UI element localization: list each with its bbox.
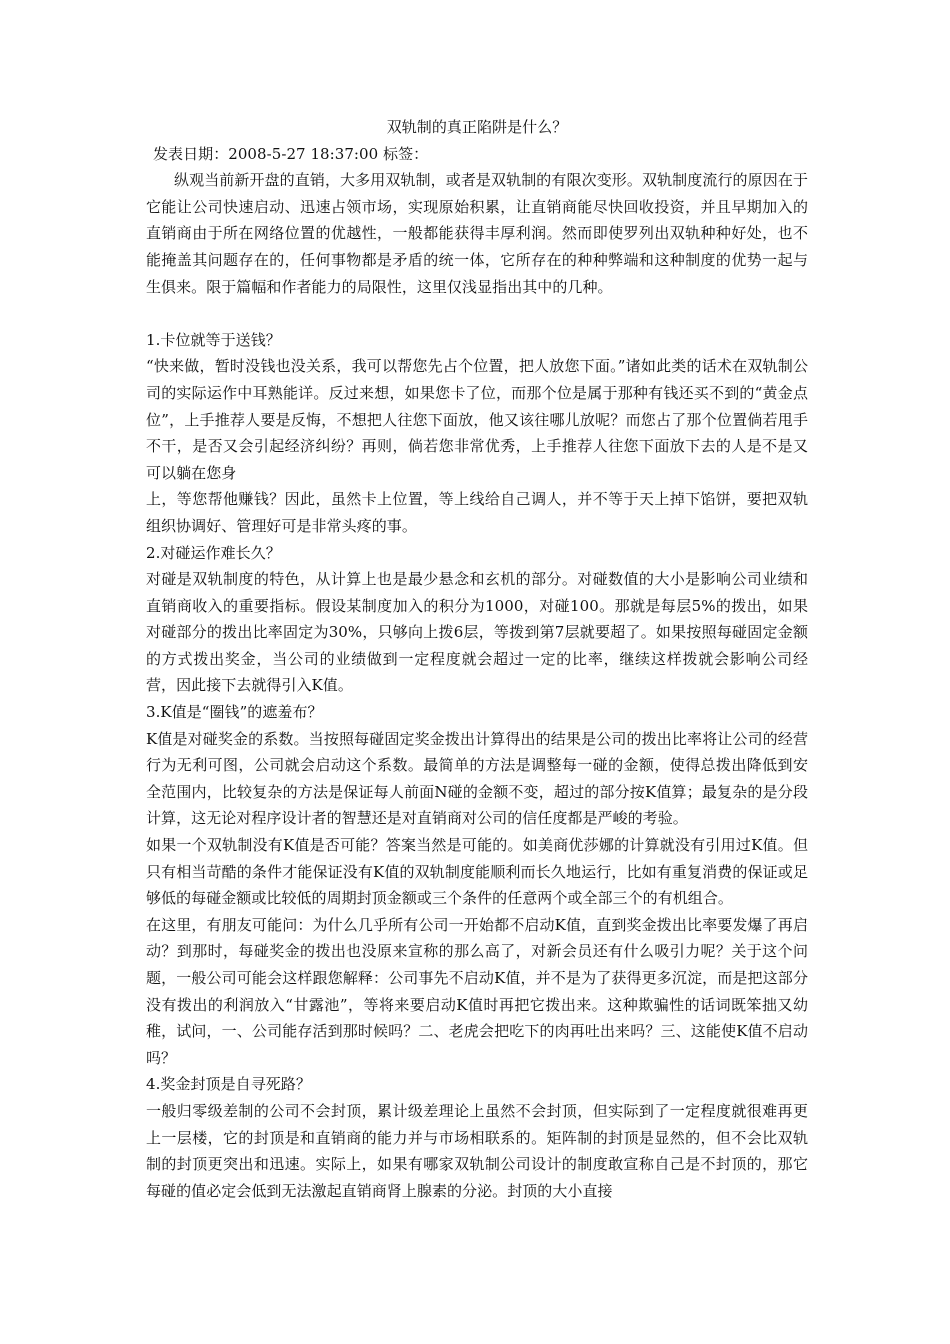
section-4-paragraph-1: 一般归零级差制的公司不会封顶，累计级差理论上虽然不会封顶，但实际到了一定程度就很难再更上一层楼，它的封顶是和直销商的能力并与市场相联系的。矩阵制的封顶是显然的，但不会比双轨制的封顶更突出和迅速。实际上，如果有哪家双轨制公司设计的制度敢宣称自己是不封顶的，那它每碰的值必定会低到无法激起直销商肾上腺素的分泌。封顶的大小直接: [146, 1101, 808, 1200]
section-heading-3: 3.K值是“圈钱”的遮羞布？: [146, 703, 323, 722]
section-3-paragraph-1: K值是对碰奖金的系数。当按照每碰固定奖金拨出计算得出的结果是公司的拨出比率将让公司的经营行为无利可图，公司就会启动这个系数。最简单的方法是调整每一碰的金额，使得总拨出降低到安全范围内，比较复杂的方法是保证每人前面N碰的金额不变，超过的部分按K值算；最复杂的是分段计算，这无论对程序设计者的智慧还是对直销商对公司的信任度都是严峻的考验。: [146, 729, 808, 828]
section-heading-4: 4.奖金封顶是自寻死路？: [146, 1075, 311, 1094]
document-title: 双轨制的真正陷阱是什么？: [386, 118, 568, 136]
section-2-paragraph-1: 对碰是双轨制度的特色，从计算上也是最少悬念和玄机的部分。对碰数值的大小是影响公司业绩和直销商收入的重要指标。假设某制度加入的积分为1000，对碰100。那就是每层5%的拨出，如果对碰部分的拨出比率固定为30%，只够向上拨6层，等拨到第7层就要超了。如果按照每碰固定金额的方式拨出奖金，当公司的业绩做到一定程度就会超过一定的比率，继续这样拨就会影响公司经营，因此接下去就得引入K值。: [146, 570, 808, 695]
section-3-paragraph-3: 在这里，有朋友可能问：为什么几乎所有公司一开始都不启动K值，直到奖金拨出比率要发爆了再启动？到那时，每碰奖金的拨出也没原来宣称的那么高了，对新会员还有什么吸引力呢？关于这个问题，一般公司可能会这样跟您解释：公司事先不启动K值，并不是为了获得更多沉淀，而是把这部分没有拨出的利润放入“甘露池”，等将来要启动K值时再把它拨出来。这种欺骗性的话词既笨拙又幼稚，试问，一、公司能存活到那时候吗？二、老虎会把吃下的肉再吐出来吗？三、这能使K值不启动吗？: [146, 915, 808, 1067]
publish-meta: 发表日期：2008-5-27 18:37:00 标签：: [153, 144, 429, 163]
blank-line: [146, 300, 808, 327]
section-3-paragraph-2: 如果一个双轨制没有K值是否可能？答案当然是可能的。如美商优莎娜的计算就没有引用过K值。但只有相当苛酷的条件才能保证没有K值的双轨制度能顺利而长久地运行，比如有重复消费的保证或足够低的每碰金额或比较低的周期封顶金额或三个条件的任意两个或全部三个的有机组合。: [146, 836, 808, 908]
document-page: [146, 114, 808, 1204]
section-1-paragraph-1: “快来做，暂时没钱也没关系，我可以帮您先占个位置，把人放您下面。”诸如此类的话术在双轨制公司的实际运作中耳熟能详。反过来想，如果您卡了位，而那个位是属于那种有钱还买不到的“黄金点位”，上手推荐人要是反悔，不想把人往您下面放，他又该往哪儿放呢？而您占了那个位置倘若甩手不干，是否又会引起经济纠纷？再则，倘若您非常优秀，上手推荐人往您下面放下去的人是不是又可以躺在您身: [146, 357, 808, 482]
section-1-paragraph-2: 上，等您帮他赚钱？因此，虽然卡上位置，等上线给自己调人，并不等于天上掉下馅饼，要把双轨组织协调好、管理好可是非常头疼的事。: [146, 490, 808, 535]
section-heading-1: 1.卡位就等于送钱？: [146, 330, 281, 349]
section-heading-2: 2.对碰运作难长久？: [146, 543, 281, 562]
intro-paragraph: 纵观当前新开盘的直销，大多用双轨制，或者是双轨制的有限次变形。双轨制度流行的原因在于它能让公司快速启动、迅速占领市场，实现原始积累，让直销商能尽快回收投资，并且早期加入的直销商由于所在网络位置的优越性，一般都能获得丰厚利润。然而即使罗列出双轨种种好处，也不能掩盖其问题存在的，任何事物都是矛盾的统一体，它所存在的种种弊端和这种制度的优势一起与生俱来。限于篇幅和作者能力的局限性，这里仅浅显指出其中的几种。: [146, 171, 808, 296]
